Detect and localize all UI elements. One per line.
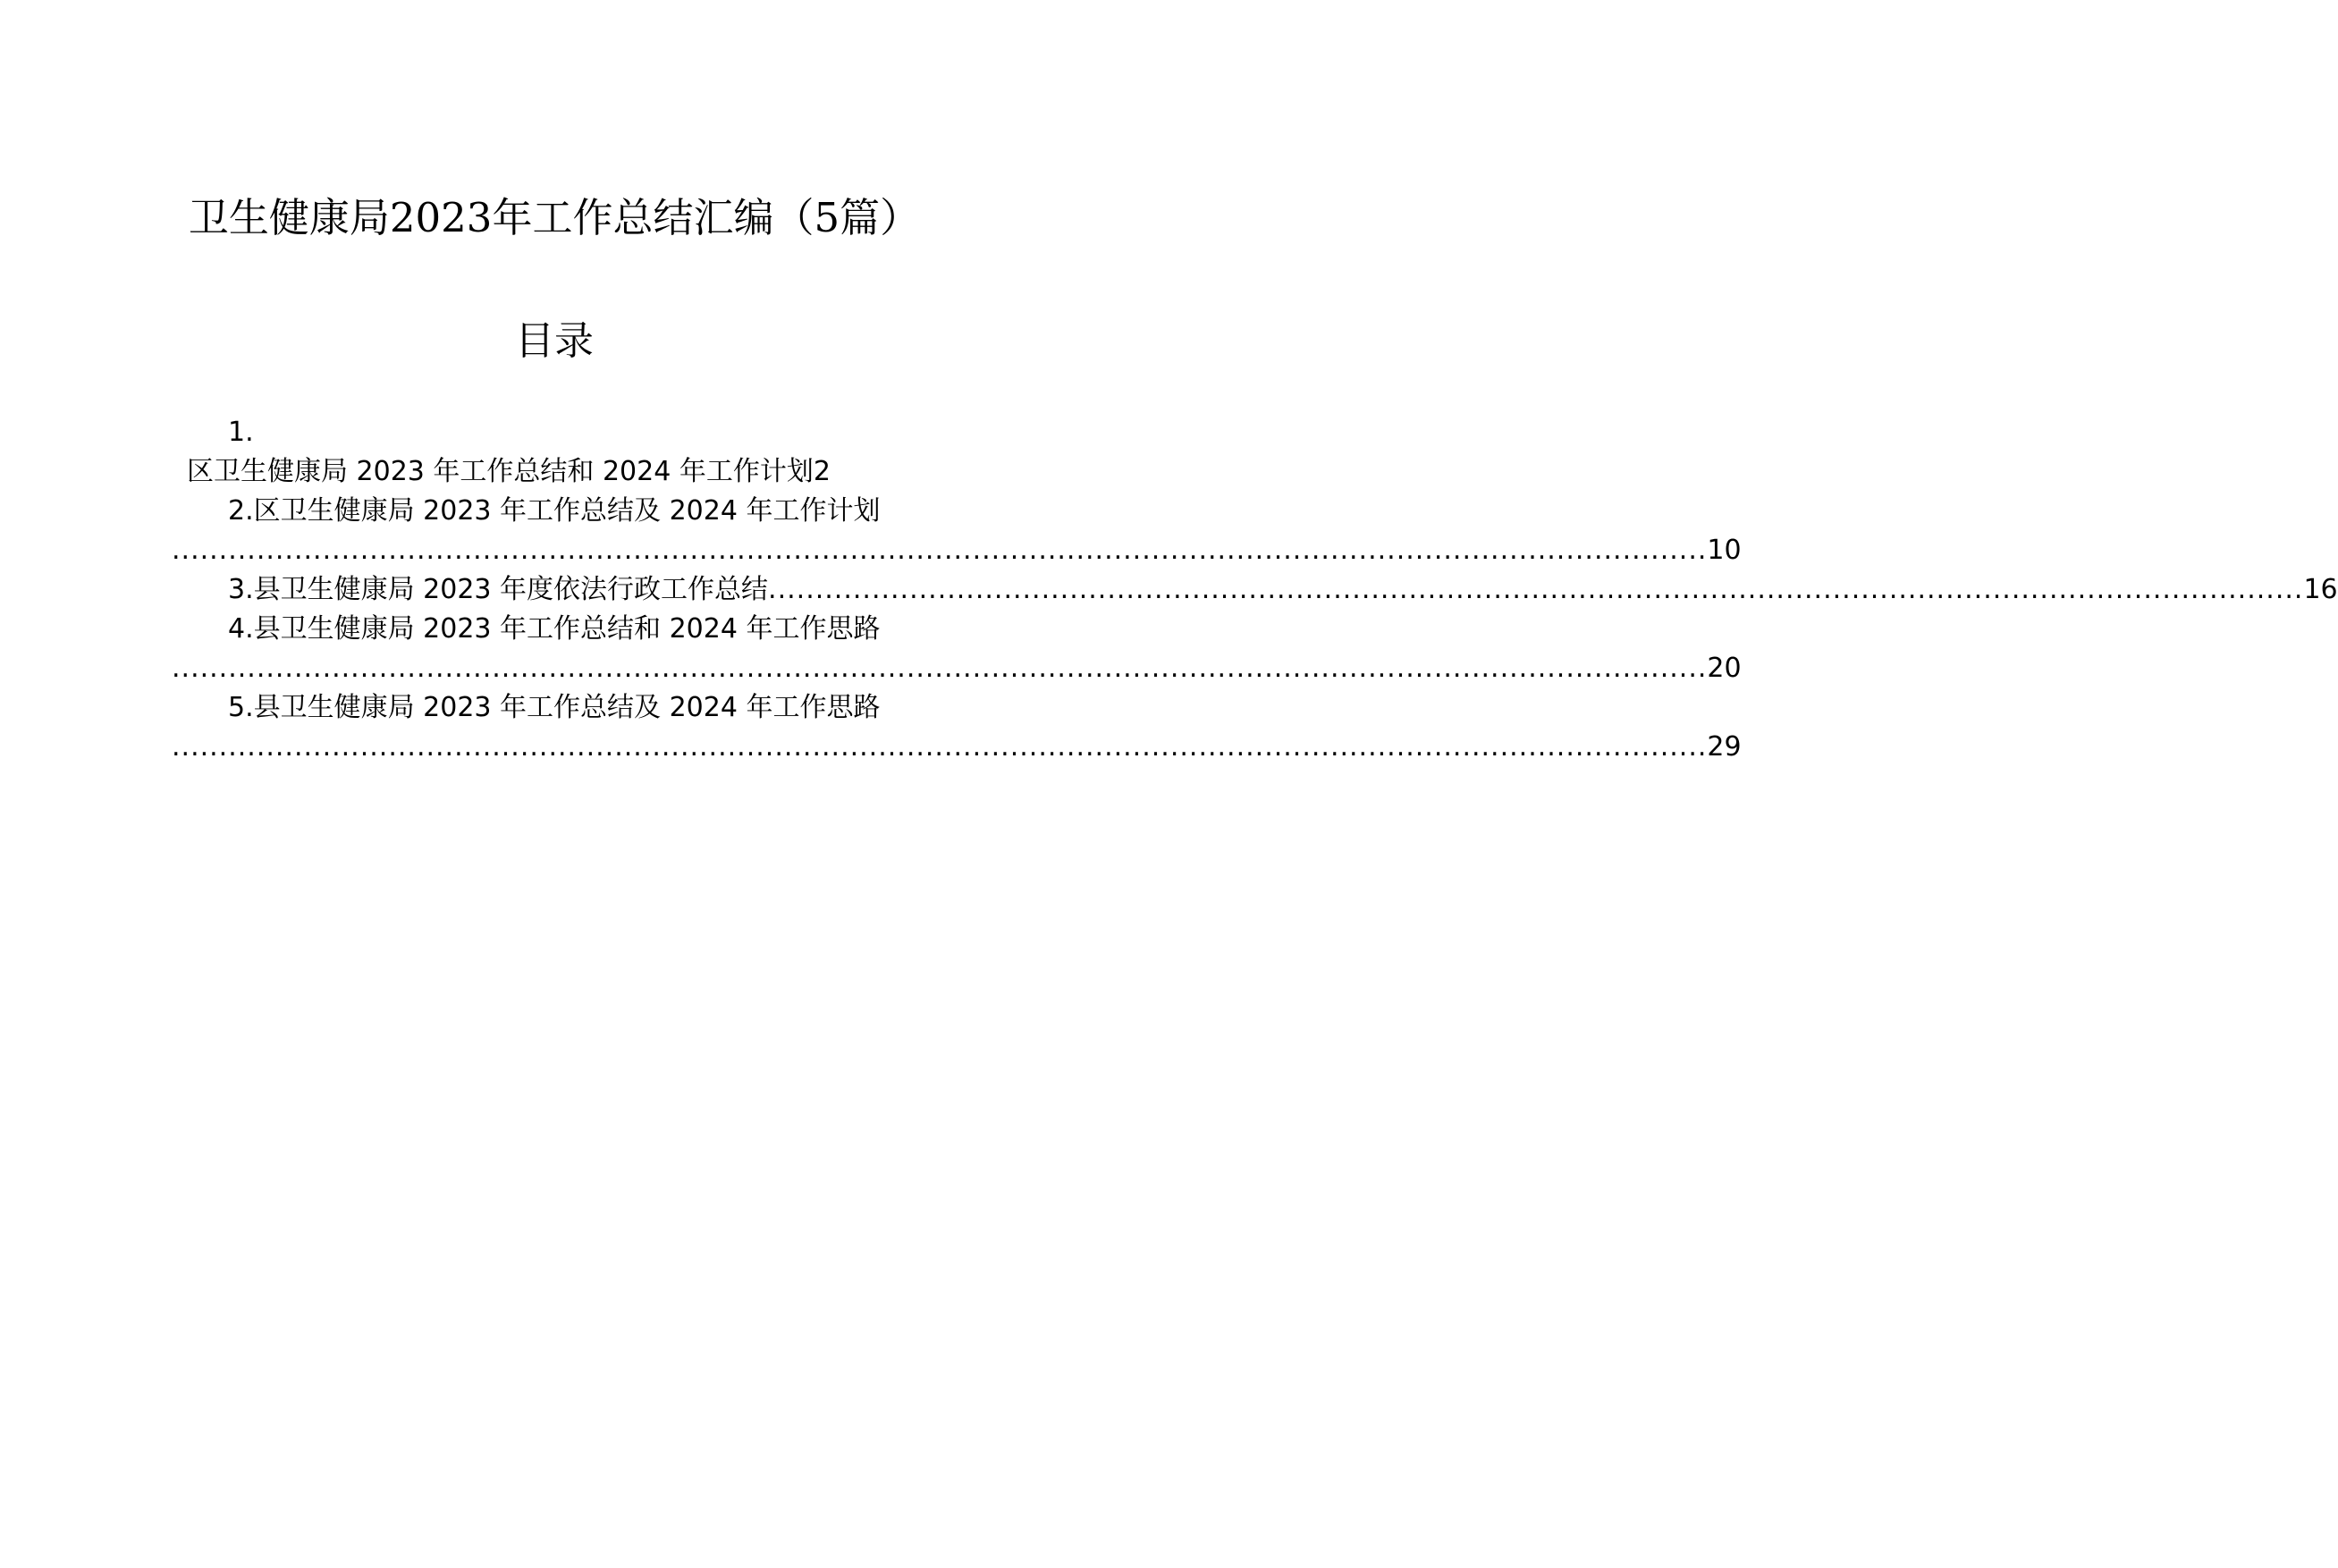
title-prefix: 卫生健康局	[188, 194, 390, 241]
toc-leader-dots: ...................................................................................................................................................................	[172, 535, 1708, 566]
toc-entry-3[interactable]	[172, 570, 2338, 610]
toc-entry-title-line	[172, 688, 941, 728]
toc-entry-page: 29	[1707, 731, 1742, 763]
toc-entry-title: 区卫生健康局 2023 年工作总结和 2024 年工作计划	[187, 456, 814, 487]
toc-entry-title-line	[172, 610, 941, 649]
toc-entry-2[interactable]	[172, 492, 1742, 570]
toc-entry-title-line	[172, 570, 2338, 610]
toc-entry-page: 2	[813, 456, 831, 487]
toc-entry-number: 3.	[228, 574, 254, 605]
toc-leader-dots: ...................................................................................................................................................................	[768, 574, 2304, 605]
toc-entry-title-line	[172, 492, 941, 531]
toc-entry-number: 1.	[228, 417, 254, 448]
toc-entry-title: 县卫生健康局 2023 年工作总结和 2024 年工作思路	[253, 613, 881, 645]
toc-entry-1[interactable]	[172, 413, 941, 492]
toc-entry-title: 区卫生健康局 2023 年工作总结及 2024 年工作计划	[253, 495, 881, 527]
toc-entry-number: 4.	[228, 613, 254, 645]
toc-leader-dots: ...................................................................................................................................................................	[172, 653, 1708, 684]
toc-entry-number: 2.	[228, 495, 254, 527]
document-title	[0, 190, 1109, 247]
toc-leader-row	[172, 531, 1742, 570]
title-year: 2023	[389, 194, 493, 241]
toc-entry-page: 20	[1707, 653, 1742, 684]
title-middle: 年工作总结汇编（	[492, 194, 815, 241]
toc-entry-title: 县卫生健康局 2023 年度依法行政工作总结	[253, 574, 769, 605]
toc-entry-number: 5.	[228, 692, 254, 723]
toc-entry-4[interactable]	[172, 610, 1742, 688]
toc-entry-5[interactable]	[172, 688, 1742, 767]
toc-entry-page: 16	[2303, 574, 2338, 605]
toc-leader-row	[172, 728, 1742, 767]
toc-leader-row	[172, 649, 1742, 688]
toc-entry-title: 县卫生健康局 2023 年工作总结及 2024 年工作思路	[253, 692, 881, 723]
toc-entry-page: 10	[1707, 535, 1742, 566]
toc-heading: 目录	[515, 318, 594, 364]
toc-entry-title-line	[172, 452, 941, 492]
table-of-contents	[172, 413, 2338, 767]
title-suffix: 篇）	[840, 194, 921, 241]
title-count: 5	[814, 194, 840, 241]
toc-leader-dots: ...................................................................................................................................................................	[172, 731, 1708, 763]
